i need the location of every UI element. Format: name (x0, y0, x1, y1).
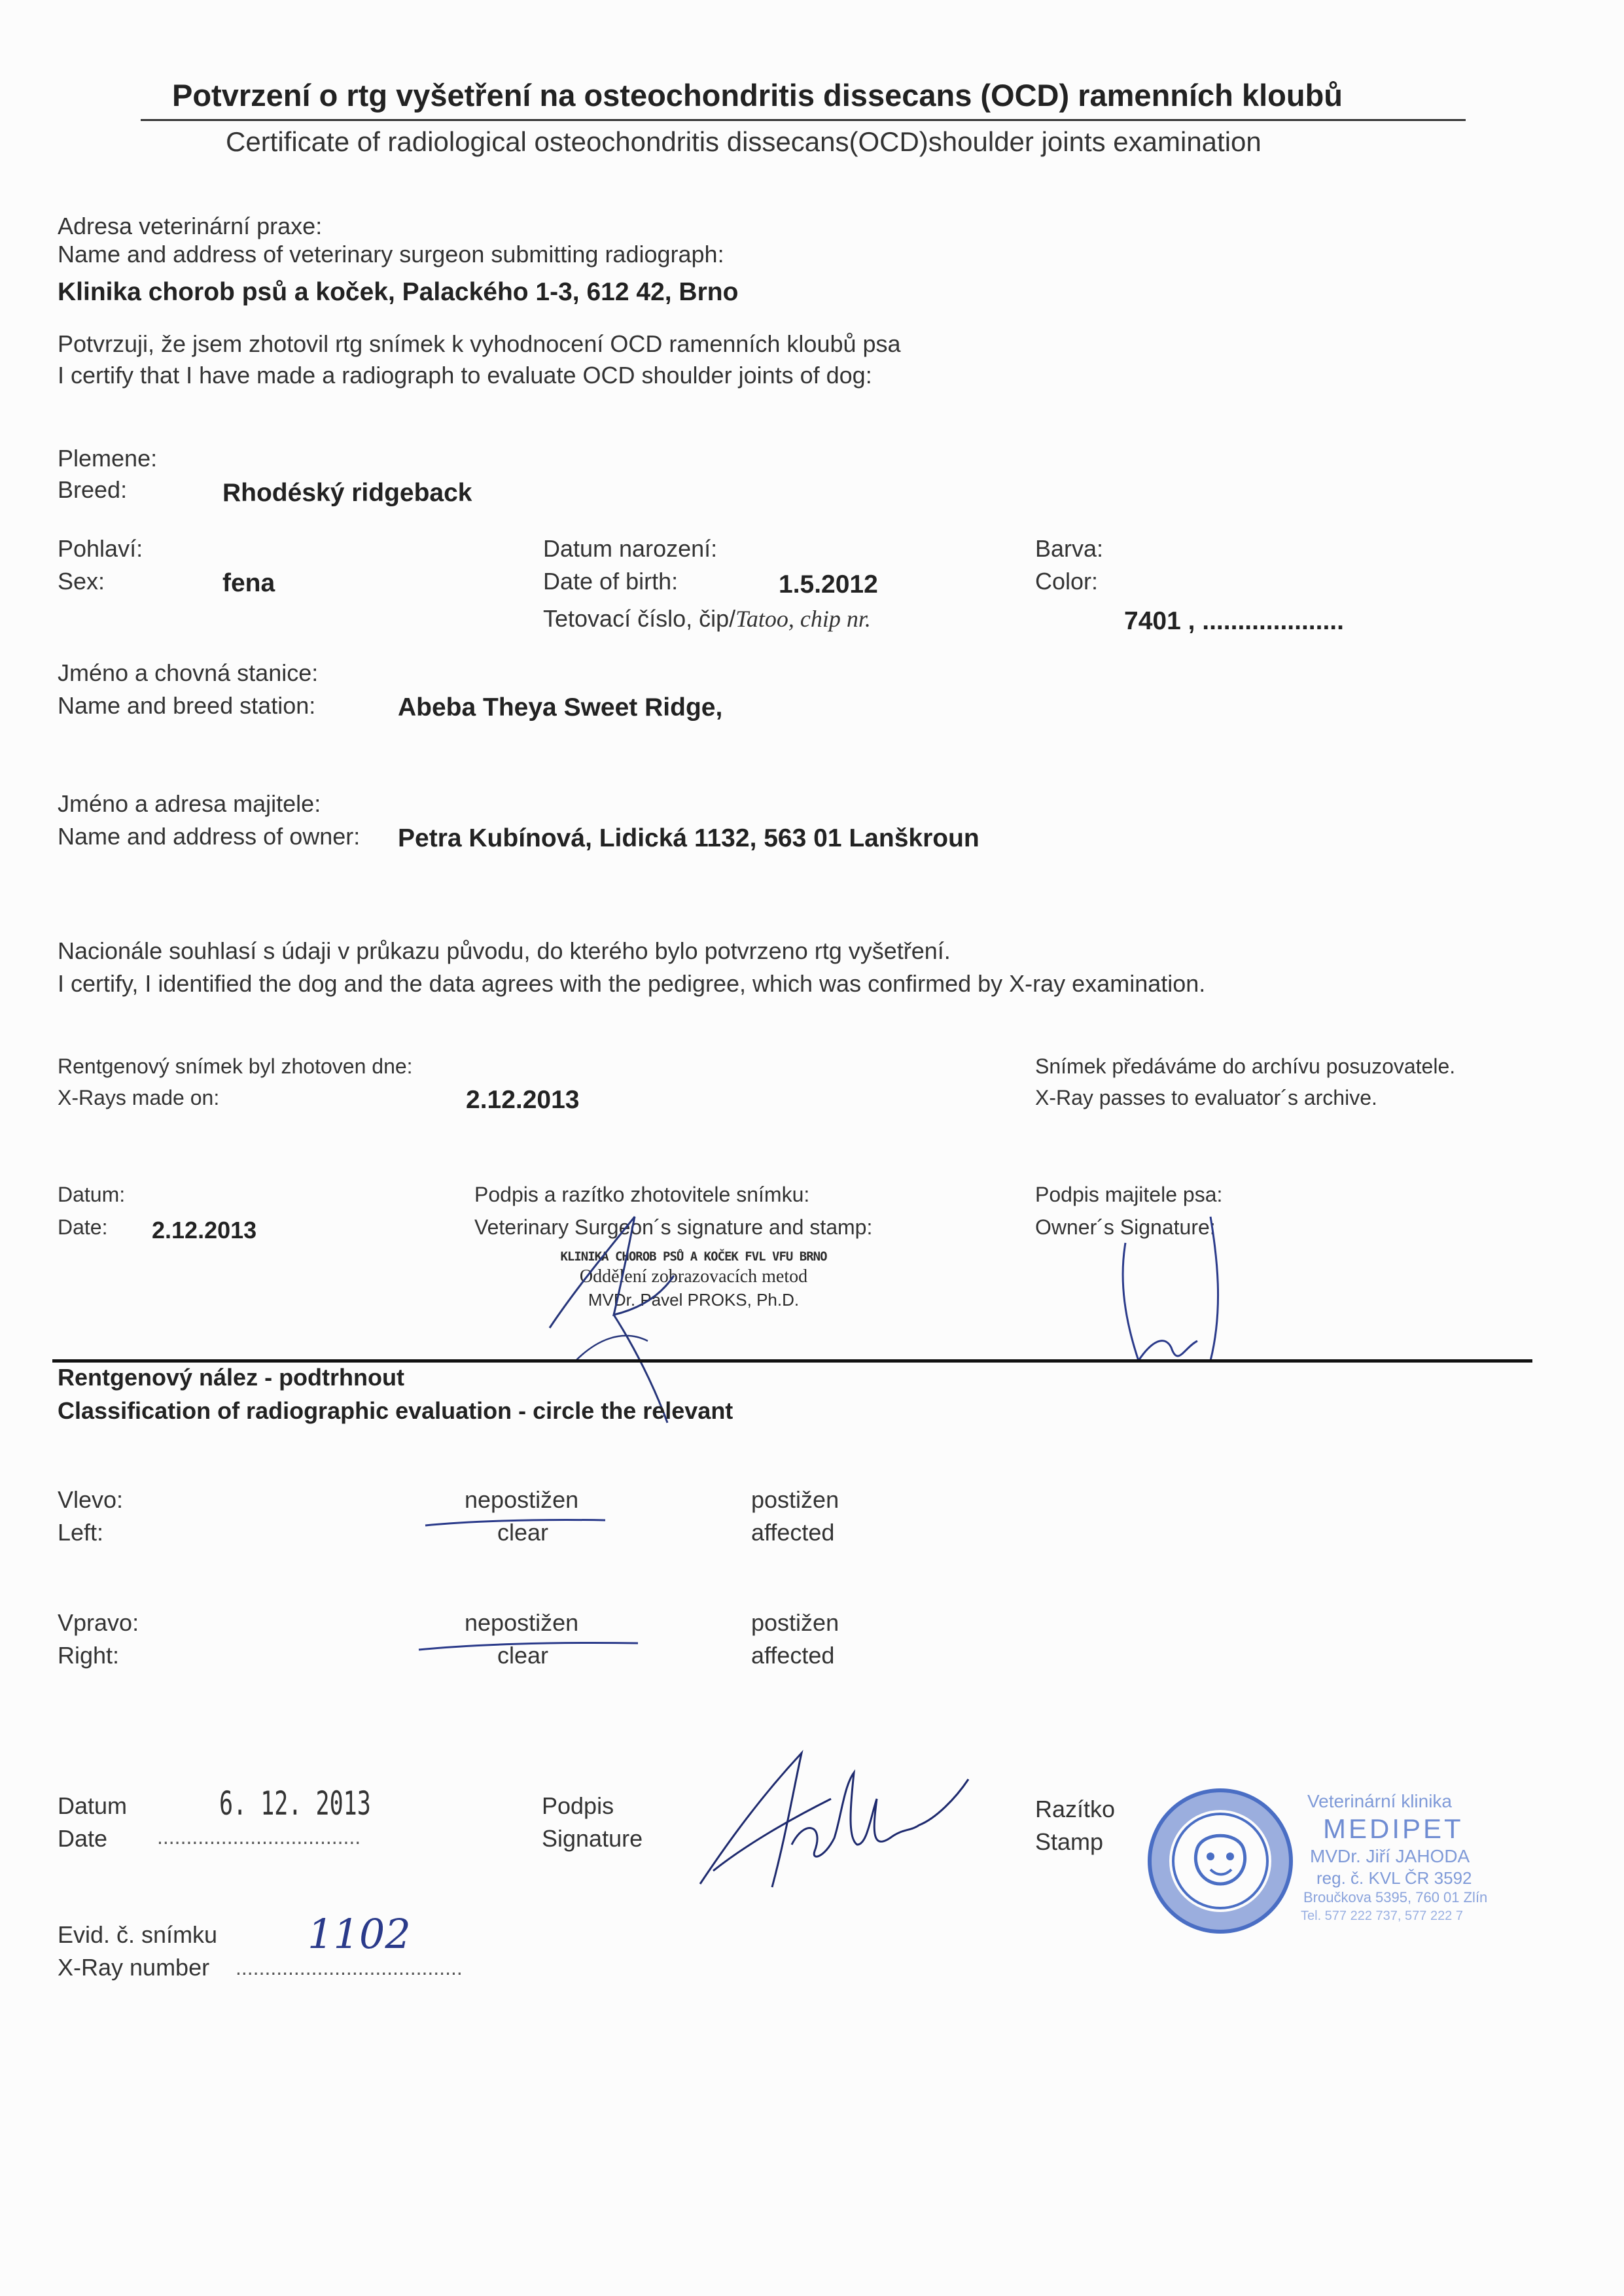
tattoo-label (543, 605, 871, 633)
vet-signature-label-en: Veterinary Surgeon´s signature and stamp: (474, 1215, 873, 1239)
footer-xray-label-en: X-Ray number (58, 1954, 210, 1981)
footer-date-label-cz: Datum (58, 1792, 128, 1819)
owner-signature (1112, 1217, 1243, 1380)
practice-value: Klinika chorob psů a koček, Palackého 1-3, 612 42, Brno (58, 278, 739, 306)
clinic-stamp-seal (1145, 1786, 1296, 1936)
left-affected-cz[interactable]: postižen (751, 1486, 839, 1513)
evaluation-heading-cz: Rentgenový nález - podtrhnout (58, 1364, 404, 1391)
archive-cz: Snímek předáváme do archívu posuzovatele. (1035, 1054, 1456, 1078)
breed-value: Rhodéský ridgeback (222, 479, 472, 507)
right-clear-underline (419, 1639, 641, 1652)
xray-date-value: 2.12.2013 (466, 1086, 580, 1114)
examiner-signature (694, 1747, 968, 1897)
dob-label-en: Date of birth: (543, 568, 679, 595)
right-clear-en[interactable]: clear (497, 1642, 549, 1669)
footer-date-dots: ................................... (157, 1825, 361, 1849)
tattoo-label-cz: Tetovací číslo, čip/ (543, 605, 736, 632)
clinic-stamp (1145, 1786, 1616, 1956)
certify-en: I certify that I have made a radiograph to evaluate OCD shoulder joints of dog: (58, 362, 872, 389)
footer-date-label-en: Date (58, 1825, 108, 1852)
left-label-cz: Vlevo: (58, 1486, 124, 1513)
color-label-cz: Barva: (1035, 535, 1104, 562)
dob-value: 1.5.2012 (779, 570, 878, 599)
right-affected-en[interactable]: affected (751, 1642, 835, 1669)
page-title-en: Certificate of radiological osteochondritis dissecans(OCD)shoulder joints examination (226, 126, 1262, 157)
page-title-cz: Potvrzení o rtg vyšetření na osteochondritis dissecans (OCD) ramenních kloubů (172, 78, 1343, 113)
footer-sign-label-cz: Podpis (542, 1792, 614, 1819)
left-affected-en[interactable]: affected (751, 1519, 835, 1546)
footer-stamp-label-en: Stamp (1035, 1828, 1104, 1855)
footer-sign-label-en: Signature (542, 1825, 643, 1852)
clinic-stamp-line6: Tel. 577 222 737, 577 222 7 (1301, 1909, 1463, 1923)
owner-value: Petra Kubínová, Lidická 1132, 563 01 Lanškroun (398, 824, 980, 852)
footer-xray-label-cz: Evid. č. snímku (58, 1921, 218, 1948)
clinic-stamp-line4: reg. č. KVL ČR 3592 (1316, 1868, 1472, 1888)
clinic-stamp-line3: MVDr. Jiří JAHODA (1310, 1846, 1470, 1866)
right-affected-cz[interactable]: postižen (751, 1609, 839, 1636)
owner-signature-label-en: Owner´s Signature: (1035, 1215, 1216, 1239)
identity-cz: Nacionále souhlasí s údaji v průkazu původu, do kterého bylo potvrzeno rtg vyšetření. (58, 937, 951, 964)
evaluation-heading-en: Classification of radiographic evaluation - circle the relevant (58, 1397, 733, 1424)
xray-label-cz: Rentgenový snímek byl zhotoven dne: (58, 1054, 413, 1078)
clinic-stamp-line1: Veterinární klinika (1307, 1791, 1453, 1811)
right-label-en: Right: (58, 1642, 120, 1669)
sex-label-cz: Pohlaví: (58, 535, 143, 562)
practice-label-en: Name and address of veterinary surgeon submitting radiograph: (58, 241, 724, 268)
sex-value: fena (222, 569, 275, 597)
right-clear-cz[interactable]: nepostižen (465, 1609, 579, 1636)
dog-name-label-en: Name and breed station: (58, 692, 316, 719)
color-label-en: Color: (1035, 568, 1099, 595)
clinic-stamp-line5: Broučkova 5395, 760 01 Zlín (1303, 1889, 1488, 1905)
owner-signature-label-cz: Podpis majitele psa: (1035, 1183, 1223, 1206)
practice-label-cz: Adresa veterinární praxe: (58, 213, 323, 239)
vet-stamp-line3: MVDr. Pavel PROKS, Ph.D. (588, 1290, 800, 1310)
sign-date-label-cz: Datum: (58, 1183, 126, 1206)
sign-date-label-en: Date: (58, 1215, 108, 1239)
left-clear-cz[interactable]: nepostižen (465, 1486, 579, 1513)
sign-date-value: 2.12.2013 (152, 1217, 257, 1244)
vet-stamp-line1: KLINIKA CHOROB PSŮ A KOČEK FVL VFU BRNO (560, 1249, 827, 1264)
section-divider (52, 1359, 1532, 1363)
title-rule (141, 119, 1466, 121)
tattoo-value: 7401 , .................... (1124, 607, 1344, 635)
vet-signature-label-cz: Podpis a razítko zhotovitele snímku: (474, 1183, 810, 1206)
identity-en: I certify, I identified the dog and the data agrees with the pedigree, which was confirmed by X-ray examination. (58, 970, 1206, 997)
archive-en: X-Ray passes to evaluator´s archive. (1035, 1086, 1377, 1109)
vet-signature (537, 1210, 707, 1426)
certify-cz: Potvrzuji, že jsem zhotovil rtg snímek k vyhodnocení OCD ramenních kloubů psa (58, 330, 901, 357)
dog-name-label-cz: Jméno a chovná stanice: (58, 659, 319, 686)
dob-label-cz: Datum narození: (543, 535, 718, 562)
xray-label-en: X-Rays made on: (58, 1086, 220, 1109)
breed-label-en: Breed: (58, 476, 128, 503)
tattoo-label-en: Tatoo, chip nr. (735, 606, 871, 632)
footer-date-value: 6. 12. 2013 (219, 1784, 371, 1822)
footer-xray-dots: ....................................... (236, 1956, 463, 1979)
owner-label-cz: Jméno a adresa majitele: (58, 790, 321, 817)
dog-name-value: Abeba Theya Sweet Ridge, (398, 693, 723, 722)
vet-stamp-line2: Oddělení zobrazovacích metod (579, 1266, 808, 1287)
breed-label-cz: Plemene: (58, 445, 158, 472)
clinic-stamp-line2: MEDIPET (1323, 1813, 1464, 1844)
owner-label-en: Name and address of owner: (58, 823, 361, 850)
right-label-cz: Vpravo: (58, 1609, 139, 1636)
left-clear-en[interactable]: clear (497, 1519, 549, 1546)
left-label-en: Left: (58, 1519, 104, 1546)
footer-stamp-label-cz: Razítko (1035, 1796, 1116, 1822)
footer-xray-value: 1102 (308, 1910, 411, 1958)
left-clear-underline (425, 1516, 609, 1529)
sex-label-en: Sex: (58, 568, 105, 595)
